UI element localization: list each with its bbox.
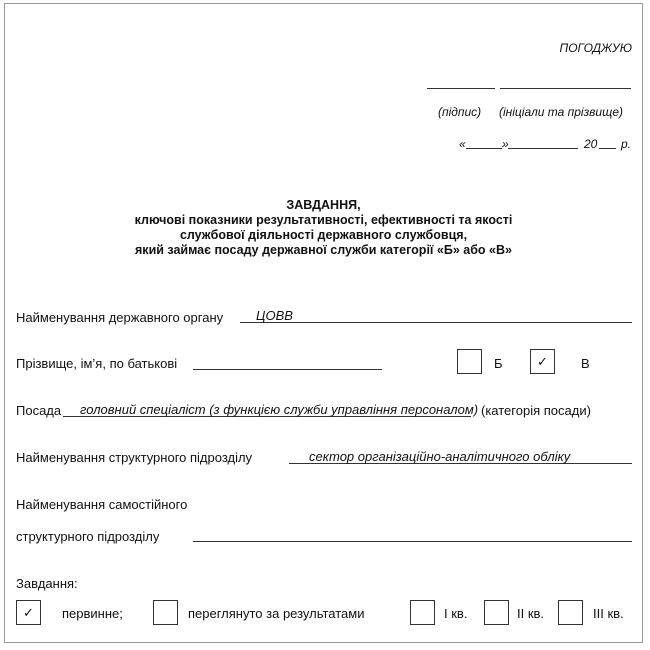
unit-value: сектор організаційно-аналітичного обліку [309, 449, 571, 464]
position-category-note: (категорія посади) [481, 403, 591, 418]
tasks-label: Завдання: [16, 576, 78, 591]
date-year-prefix: 20 [584, 137, 598, 151]
fullname-label: Прізвище, ім’я, по батькові [16, 356, 178, 371]
approval-agree: ПОГОДЖУЮ [559, 41, 632, 55]
date-close-quote: » [502, 137, 509, 151]
q1-checkbox[interactable] [410, 600, 435, 625]
date-day-line[interactable] [466, 148, 502, 149]
category-v-label: В [581, 356, 590, 371]
revised-label: переглянуто за результатами [188, 606, 365, 621]
name-label: (ініціали та прізвище) [499, 105, 623, 119]
q2-checkbox[interactable] [484, 600, 509, 625]
primary-label: первинне; [62, 606, 123, 621]
independent-unit-field-line[interactable] [193, 541, 632, 542]
unit-label: Найменування структурного підрозділу [16, 450, 253, 465]
date-month-line[interactable] [508, 148, 578, 149]
q3-checkbox[interactable] [558, 600, 583, 625]
revised-checkbox[interactable] [153, 600, 178, 625]
agency-value: ЦОВВ [256, 308, 293, 323]
position-value: головний спеціаліст (з функцією служби управління персоналом) [80, 402, 479, 417]
independent-unit-label-1: Найменування самостійного [16, 497, 188, 512]
date-year-line[interactable] [599, 148, 616, 149]
position-label: Посада [16, 403, 62, 418]
date-year-suffix: р. [621, 137, 632, 151]
title-line-2: ключові показники результативності, ефективності та якості [134, 213, 513, 227]
date-open-quote: « [459, 137, 466, 151]
category-b-label: Б [494, 356, 503, 371]
document-title [4, 198, 643, 258]
primary-checkbox[interactable]: ✓ [16, 600, 41, 625]
agency-field-line[interactable] [240, 322, 632, 323]
title-line-4: який займає посаду державної служби категорії «Б» або «В» [135, 243, 512, 257]
title-line-1: ЗАВДАННЯ, [286, 198, 361, 212]
fullname-field-line[interactable] [193, 369, 382, 370]
q1-label: I кв. [444, 606, 468, 621]
category-b-checkbox[interactable] [457, 349, 482, 374]
q3-label: III кв. [593, 606, 624, 621]
independent-unit-label-2: структурного підрозділу [16, 529, 160, 544]
agency-label: Найменування державного органу [16, 310, 224, 325]
category-v-checkbox[interactable]: ✓ [530, 349, 555, 374]
title-line-3: службової діяльності державного службовця, [179, 228, 468, 242]
signature-line[interactable] [427, 88, 495, 89]
name-line[interactable] [500, 88, 631, 89]
signature-label: (підпис) [438, 105, 482, 119]
q2-label: II кв. [517, 606, 545, 621]
